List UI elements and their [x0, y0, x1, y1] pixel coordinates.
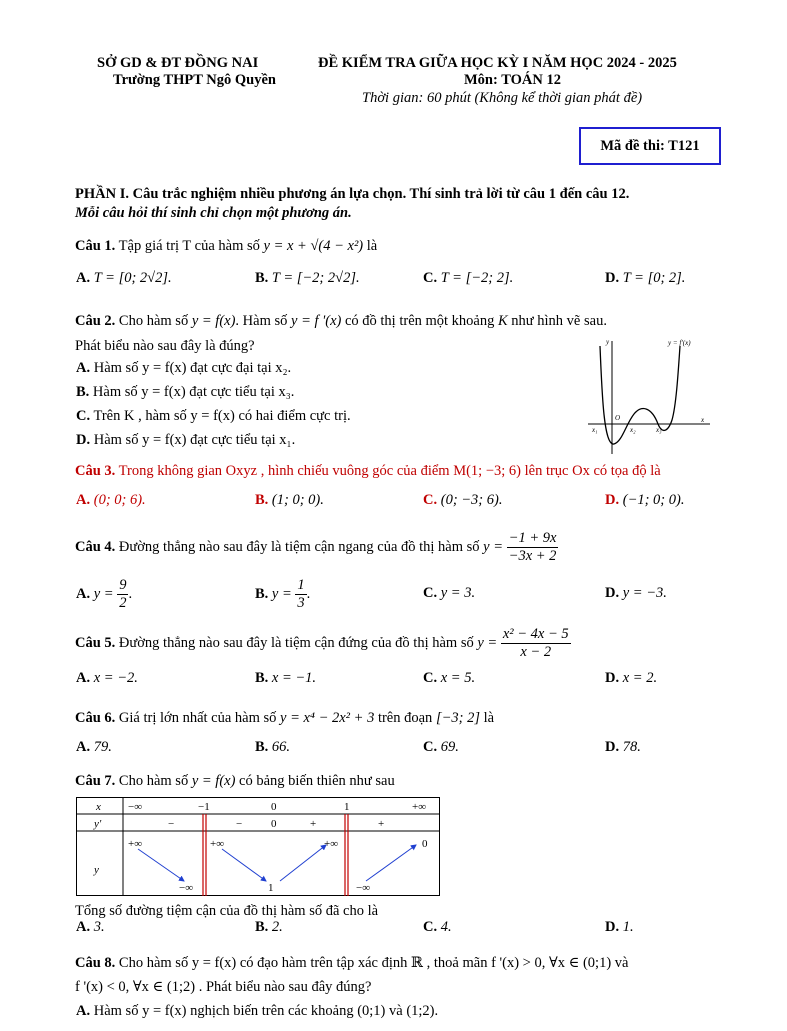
q7-label: Câu 7. [75, 773, 116, 789]
q2-line2: Phát biểu nào sau đây là đúng? [75, 338, 255, 354]
derivative-graph [588, 336, 714, 456]
table-x-val: −1 [198, 801, 210, 813]
q7-stem: Câu 7. Cho hàm số y = f(x) có bảng biến thiên như sau [75, 773, 395, 789]
q6-option-c[interactable]: C. 69. [423, 739, 459, 755]
q4-option-a[interactable]: A. y = $\frac{9}{2}$ . [76, 577, 133, 611]
q3-option-b[interactable]: B. (1; 0; 0). [255, 492, 324, 508]
q4-label: Câu 4. [75, 538, 116, 555]
q1-tail: là [366, 238, 378, 254]
q6-option-b[interactable]: B. 66. [255, 739, 291, 755]
part1-title: PHẦN I. Câu trắc nghiệm nhiều phương án lựa chọn. Thí sinh trả lời từ câu 1 đến câu 12. [75, 186, 630, 202]
table-y-val: 1 [268, 882, 274, 894]
arrow-decreasing [138, 849, 184, 881]
q5-option-c[interactable]: C. x = 5. [423, 670, 476, 686]
q7-option-d[interactable]: D. 1. [605, 919, 634, 935]
table-y-val: −∞ [356, 882, 371, 894]
table-yp-sign: − [236, 818, 243, 830]
q6-label: Câu 6. [75, 710, 116, 726]
exam-title: ĐỀ KIỂM TRA GIỮA HỌC KỲ I NĂM HỌC 2024 - 2025 [318, 55, 677, 71]
q6-stem: Câu 6. Giá trị lớn nhất của hàm số y = x⁴ − 2x² + 3 trên đoạn [−3; 2] là [75, 710, 495, 726]
q6-option-a[interactable]: A. 79. [76, 739, 112, 755]
q2-stem: Câu 2. Cho hàm số y = f(x). Hàm số y = f '(x) có đồ thị trên một khoảng K như hình vẽ sau. [75, 313, 607, 329]
arrow-decreasing [222, 849, 266, 881]
table-y-val: +∞ [210, 838, 225, 850]
q5-fraction: $\frac{\text{x² − 4x − 5}}{x - 2}$ [502, 626, 569, 660]
q1-formula: y = x + √(4 − x²) [263, 238, 364, 254]
q6-option-d[interactable]: D. 78. [605, 739, 641, 755]
q7-option-b[interactable]: B. 2. [255, 919, 283, 935]
q8-label: Câu 8. [75, 955, 116, 971]
q7-question: Tổng số đường tiệm cận của đồ thị hàm số đã cho là [75, 903, 379, 919]
q1-label: Câu 1. [75, 238, 116, 254]
q1-text: Tập giá trị T của hàm số [118, 238, 260, 254]
variation-table [76, 797, 441, 897]
table-yp-sign: + [310, 818, 317, 830]
q7-option-c[interactable]: C. 4. [423, 919, 452, 935]
school-name: Trường THPT Ngô Quyền [113, 72, 276, 88]
q8-stem: Câu 8. Cho hàm số y = f(x) có đạo hàm trên tập xác định ℝ , thoả mãn f '(x) > 0, ∀x ∈ (0;1) và [75, 955, 629, 971]
q7-option-a[interactable]: A. 3. [76, 919, 105, 935]
q1-option-c[interactable]: C. T = [−2; 2]. [423, 270, 514, 286]
q3-option-d[interactable]: D. (−1; 0; 0). [605, 492, 685, 508]
q2-option-d[interactable]: D. Hàm số y = f(x) đạt cực tiểu tại x₁. [76, 432, 296, 448]
table-y-label: y [94, 864, 99, 876]
table-x-val: +∞ [412, 801, 427, 813]
q3-label: Câu 3. [75, 463, 116, 479]
graph-x1-label: x₁ [592, 426, 598, 434]
q1-option-b[interactable]: B. T = [−2; 2√2]. [255, 270, 360, 286]
table-yp-sign: + [378, 818, 385, 830]
part1-note: Mỗi câu hỏi thí sinh chỉ chọn một phương án. [75, 205, 352, 221]
q1-option-d[interactable]: D. T = [0; 2]. [605, 270, 686, 286]
q2-option-a[interactable]: A. Hàm số y = f(x) đạt cực đại tại x₂. [76, 360, 292, 376]
q5-option-d[interactable]: D. x = 2. [605, 670, 658, 686]
q5-stem: Câu 5. Đường thẳng nào sau đây là tiệm cận đứng của đồ thị hàm số y = $\frac{\text{x² − 4x − 5}}{x - 2}$ [75, 626, 569, 660]
table-y-val: 0 [422, 838, 428, 850]
q4-fraction: $\frac{-1 + 9x}{-3x + 2}$ [508, 530, 557, 564]
graph-origin-label: O [615, 414, 621, 422]
table-x-val: 0 [271, 801, 277, 813]
subject: Môn: TOÁN 12 [464, 72, 561, 88]
table-y-val: −∞ [179, 882, 194, 894]
graph-x2-label: x₂ [630, 426, 636, 434]
q2-label: Câu 2. [75, 313, 116, 329]
q5-option-b[interactable]: B. x = −1. [255, 670, 317, 686]
table-x-val: −∞ [128, 801, 143, 813]
q2-option-b[interactable]: B. Hàm số y = f(x) đạt cực tiểu tại x₃. [76, 384, 295, 400]
table-y-val: +∞ [128, 838, 143, 850]
q3-option-c[interactable]: C. (0; −3; 6). [423, 492, 503, 508]
q4-stem: Câu 4. Đường thẳng nào sau đây là tiệm cận ngang của đồ thị hàm số y = $\frac{-1 + 9x}{-3x + 2}$ [75, 530, 557, 564]
q3-option-a[interactable]: A. (0; 0; 6). [76, 492, 146, 508]
graph-y-label: y [606, 338, 610, 346]
q2-option-c[interactable]: C. Trên K , hàm số y = f(x) có hai điểm cực trị. [76, 408, 351, 424]
table-yp-sign: − [168, 818, 175, 830]
table-x-label: x [96, 801, 101, 813]
arrow-increasing [280, 845, 326, 881]
q4-option-c[interactable]: C. y = 3. [423, 585, 476, 601]
dept-name: SỞ GD & ĐT ĐỒNG NAI [97, 55, 259, 71]
q4-option-d[interactable]: D. y = −3. [605, 585, 667, 601]
time-note: Thời gian: 60 phút (Không kể thời gian phát đề) [362, 90, 643, 106]
graph-curve-label: y = f'(x) [668, 339, 691, 347]
arrow-increasing [366, 845, 416, 881]
q3-stem: Câu 3. Trong không gian Oxyz , hình chiếu vuông góc của điểm M(1; −3; 6) lên trục Ox có tọa độ là [75, 463, 661, 479]
table-x-val: 1 [344, 801, 350, 813]
q4-option-b[interactable]: B. y = $\frac{1}{3}$ . [255, 577, 311, 611]
q1-stem [75, 238, 377, 255]
exam-code-box: Mã đề thi: T121 [579, 127, 721, 165]
q1-option-a[interactable]: A. T = [0; 2√2]. [76, 270, 172, 286]
graph-x3-label: x₃ [656, 426, 662, 434]
q8-option-a[interactable]: A. Hàm số y = f(x) nghịch biến trên các khoảng (0;1) và (1;2). [76, 1003, 439, 1019]
table-y-val: +∞ [324, 838, 339, 850]
table-yp-label: y' [94, 818, 102, 830]
q8-line2: f '(x) < 0, ∀x ∈ (1;2) . Phát biểu nào sau đây đúng? [75, 979, 372, 995]
q5-label: Câu 5. [75, 634, 116, 651]
table-yp-sign: 0 [271, 818, 277, 830]
q5-option-a[interactable]: A. x = −2. [76, 670, 138, 686]
graph-x-label: x [701, 416, 705, 424]
